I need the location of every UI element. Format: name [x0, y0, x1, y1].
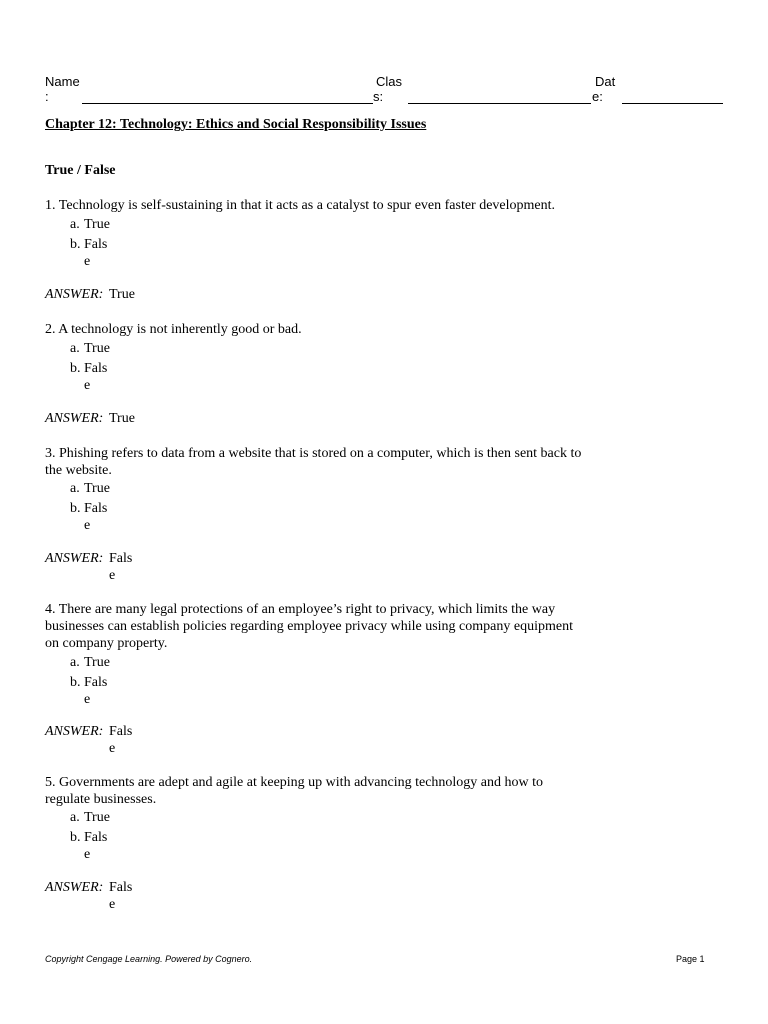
- answer-value: Fals e: [109, 551, 133, 583]
- answer-label: ANSWER:: [45, 880, 104, 895]
- class-label-line1: Clas: [376, 74, 403, 89]
- question-text: 4. There are many legal protections of an employee’s right to privacy, which limits the way businesses can establish policies regarding employee privacy while using company equipment on company property.: [45, 602, 573, 651]
- page-title: Chapter 12: Technology: Ethics and Social Responsibility Issues: [45, 117, 427, 132]
- option-letter: a.: [70, 655, 80, 670]
- option-letter: a.: [70, 810, 80, 825]
- class-field[interactable]: [408, 103, 591, 104]
- option-text: Fals e: [84, 830, 108, 862]
- option-letter: a.: [70, 481, 80, 496]
- footer-page-number: Page 1: [676, 954, 705, 964]
- answer-label: ANSWER:: [45, 724, 104, 739]
- option-letter: b.: [70, 675, 81, 690]
- date-label: [592, 74, 615, 104]
- option-a[interactable]: [70, 340, 590, 357]
- option-letter: a.: [70, 217, 80, 232]
- option-letter: b.: [70, 361, 81, 376]
- option-a[interactable]: [70, 654, 590, 671]
- question-text: 1. Technology is self-sustaining in that it acts as a catalyst to spur even faster development.: [45, 198, 556, 213]
- date-field[interactable]: [622, 103, 723, 104]
- class-label-line2: s:: [373, 89, 384, 104]
- answer-value: True: [109, 287, 135, 302]
- option-b[interactable]: [70, 236, 590, 269]
- name-label-line2: :: [45, 89, 49, 104]
- option-text: True: [84, 341, 110, 356]
- question-4: [45, 601, 590, 707]
- option-b[interactable]: [70, 500, 590, 533]
- answer-value: True: [109, 411, 135, 426]
- option-letter: a.: [70, 341, 80, 356]
- option-b[interactable]: [70, 829, 590, 862]
- answer-label: ANSWER:: [45, 287, 104, 302]
- question-5: [45, 774, 590, 862]
- date-label-line2: e:: [592, 89, 603, 104]
- question-3: [45, 445, 590, 533]
- option-text: Fals e: [84, 675, 108, 707]
- option-letter: b.: [70, 501, 81, 516]
- name-field[interactable]: [82, 103, 373, 104]
- answer-value: Fals e: [109, 880, 133, 912]
- option-text: True: [84, 481, 110, 496]
- class-label: [373, 74, 402, 104]
- option-letter: b.: [70, 830, 81, 845]
- option-text: Fals e: [84, 501, 108, 533]
- name-label: [45, 74, 80, 104]
- option-a[interactable]: [70, 216, 590, 233]
- name-label-line1: Name: [45, 74, 80, 89]
- option-b[interactable]: [70, 674, 590, 707]
- option-letter: b.: [70, 237, 81, 252]
- option-text: Fals e: [84, 237, 108, 269]
- option-text: True: [84, 655, 110, 670]
- option-a[interactable]: [70, 809, 590, 826]
- option-text: Fals e: [84, 361, 108, 393]
- question-2: [45, 321, 590, 393]
- question-text: 2. A technology is not inherently good or bad.: [45, 322, 302, 337]
- question-text: 5. Governments are adept and agile at keeping up with advancing technology and how to regulate businesses.: [45, 775, 544, 807]
- question-1: [45, 197, 590, 269]
- question-text: 3. Phishing refers to data from a website that is stored on a computer, which is then sent back to the website.: [45, 446, 582, 478]
- option-text: True: [84, 810, 110, 825]
- answer-value: Fals e: [109, 724, 133, 756]
- section-heading: True / False: [45, 163, 116, 178]
- date-label-line1: Dat: [595, 74, 616, 89]
- answer-label: ANSWER:: [45, 411, 104, 426]
- option-text: True: [84, 217, 110, 232]
- answer-label: ANSWER:: [45, 551, 104, 566]
- option-b[interactable]: [70, 360, 590, 393]
- option-a[interactable]: [70, 480, 590, 497]
- footer-copyright: Copyright Cengage Learning. Powered by Cognero.: [45, 954, 253, 964]
